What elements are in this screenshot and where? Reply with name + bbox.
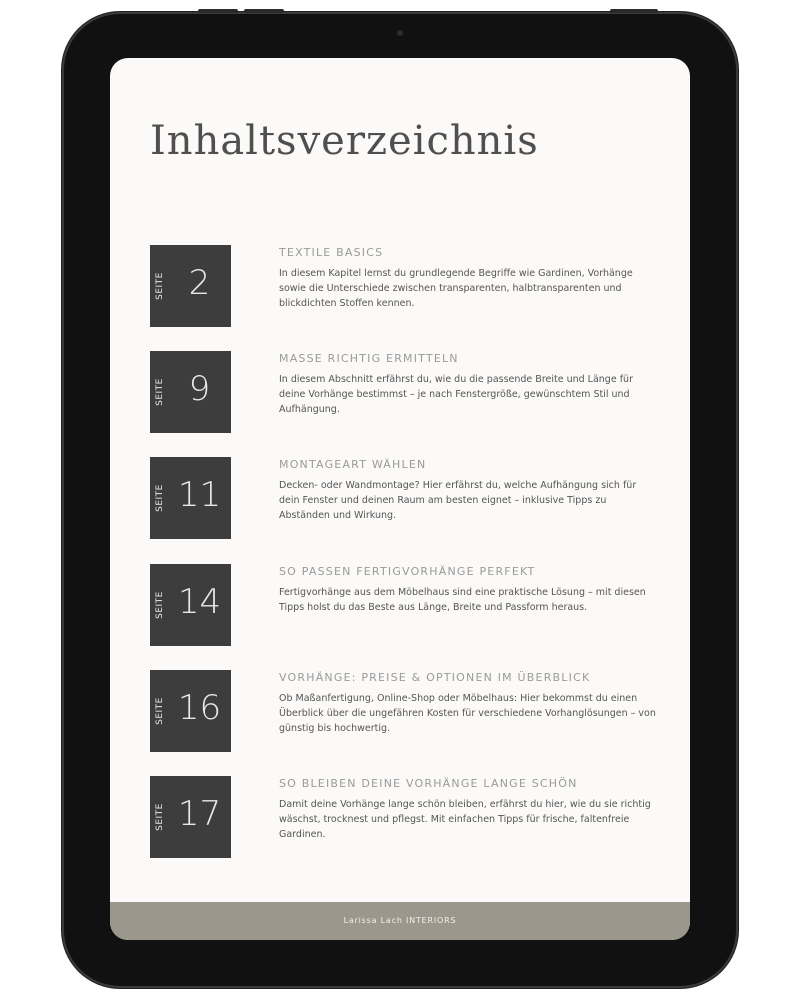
seite-label: SEITE xyxy=(155,803,165,831)
seite-label: SEITE xyxy=(155,272,165,300)
page-title: Inhaltsverzeichnis xyxy=(150,118,539,164)
seite-label: SEITE xyxy=(155,484,165,512)
page-number-box xyxy=(150,670,231,752)
footer-bar xyxy=(110,902,690,940)
page-number-box xyxy=(150,776,231,858)
toc-entry-montageart[interactable] xyxy=(150,457,660,539)
page-number-box xyxy=(150,351,231,433)
entry-title: SO BLEIBEN DEINE VORHÄNGE LANGE SCHÖN xyxy=(279,777,578,790)
entry-description: Ob Maßanfertigung, Online-Shop oder Möbelhaus: Hier bekommst du einen Überblick über die ungefähren Kosten für verschiedene Vorhanglösungen – von günstig bis hochwertig. xyxy=(279,693,656,734)
camera-icon xyxy=(397,30,403,36)
toc-entry-textile-basics[interactable] xyxy=(150,245,660,327)
tablet-screen xyxy=(110,58,690,940)
toc-entry-pflege[interactable] xyxy=(150,776,660,858)
entry-title: TEXTILE BASICS xyxy=(279,246,384,259)
entry-title: SO PASSEN FERTIGVORHÄNGE PERFEKT xyxy=(279,565,536,578)
page-number: 17 xyxy=(177,794,222,834)
page-number: 16 xyxy=(177,688,222,728)
entry-title: MASSE RICHTIG ERMITTELN xyxy=(279,352,459,365)
entry-description: Damit deine Vorhänge lange schön bleiben, erfährst du hier, wie du sie richtig wäschst, trocknest und pflegst. Mit einfachen Tipps für frische, faltenfreie Gardinen. xyxy=(279,799,651,840)
seite-label: SEITE xyxy=(155,591,165,619)
toc-entry-fertigvorhaenge[interactable] xyxy=(150,564,660,646)
volume-button-second xyxy=(244,9,284,13)
volume-button xyxy=(198,9,238,13)
entry-description: Decken- oder Wandmontage? Hier erfährst du, welche Aufhängung sich für dein Fenster und deinen Raum am besten eignet – inklusive Tipps zu Abständen und Wirkung. xyxy=(279,480,637,521)
page-number-box xyxy=(150,564,231,646)
page-number-box xyxy=(150,245,231,327)
page-number: 14 xyxy=(177,582,222,622)
seite-label: SEITE xyxy=(155,378,165,406)
entry-description: Fertigvorhänge aus dem Möbelhaus sind eine praktische Lösung – mit diesen Tipps holst du das Beste aus Länge, Breite und Passform heraus. xyxy=(279,587,646,613)
footer-brand: Larissa Lach INTERIORS xyxy=(343,916,457,925)
page-number: 2 xyxy=(188,263,211,303)
seite-label: SEITE xyxy=(155,697,165,725)
entry-title: MONTAGEART WÄHLEN xyxy=(279,458,427,471)
power-button xyxy=(610,9,658,13)
page-number-box xyxy=(150,457,231,539)
entry-title: VORHÄNGE: PREISE & OPTIONEN IM ÜBERBLICK xyxy=(279,671,591,684)
entry-description: In diesem Kapitel lernst du grundlegende Begriffe wie Gardinen, Vorhänge sowie die Unterschiede zwischen transparenten, halbtransparenten und blickdichten Stoffen kennen. xyxy=(279,268,633,309)
entry-description: In diesem Abschnitt erfährst du, wie du die passende Breite und Länge für deine Vorhänge bestimmst – je nach Fenstergröße, gewünschtem Stil und Aufhängung. xyxy=(279,374,633,415)
page-number: 9 xyxy=(188,369,211,409)
page-number: 11 xyxy=(177,475,222,515)
toc-entry-masse-ermitteln[interactable] xyxy=(150,351,660,433)
toc-entry-preise-optionen[interactable] xyxy=(150,670,660,752)
